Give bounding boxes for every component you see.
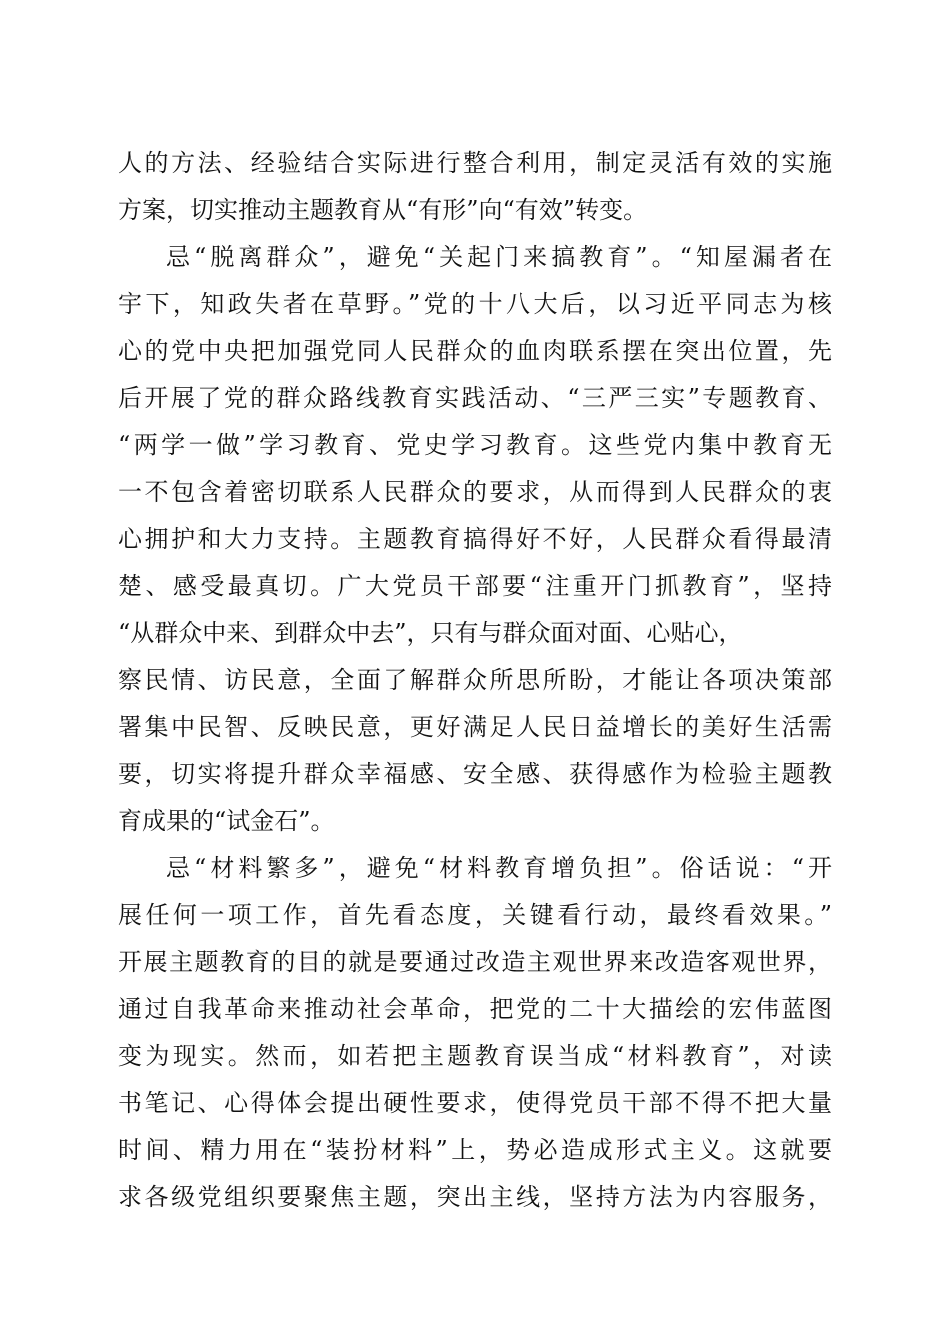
text-line: 人的方法、经验结合实际进行整合利用，制定灵活有效的实施 (118, 149, 832, 177)
text-line: 一不包含着密切联系人民群众的要求，从而得到人民群众的衷 (118, 478, 832, 506)
text-line: 要，切实将提升群众幸福感、安全感、获得感作为检验主题教 (118, 760, 832, 788)
text-line: 变为现实。然而，如若把主题教育误当成“材料教育”，对读 (118, 1042, 832, 1070)
text-line: 宇下，知政失者在草野。”党的十八大后，以习近平同志为核 (118, 290, 832, 318)
body-text (118, 140, 832, 1221)
paragraph-start-line: 忌“材料繁多”，避免“材料教育增负担”。俗话说：“开 (166, 854, 832, 882)
text-line: “两学一做”学习教育、党史学习教育。这些党内集中教育无 (118, 431, 832, 459)
text-line: 求各级党组织要聚焦主题，突出主线，坚持方法为内容服务， (118, 1183, 832, 1211)
text-line: 育成果的“试金石”。 (118, 807, 335, 835)
text-line: 楚、感受最真切。广大党员干部要“注重开门抓教育”，坚持 (118, 572, 832, 600)
text-line: 方案，切实推动主题教育从“有形”向“有效”转变。 (118, 196, 648, 224)
text-line: 察民情、访民意，全面了解群众所思所盼，才能让各项决策部 (118, 666, 832, 694)
text-line: 展任何一项工作，首先看态度，关键看行动，最终看效果。” (118, 901, 832, 929)
text-line: 书笔记、心得体会提出硬性要求，使得党员干部不得不把大量 (118, 1089, 832, 1117)
text-line: 通过自我革命来推动社会革命，把党的二十大描绘的宏伟蓝图 (118, 995, 832, 1023)
text-line: 后开展了党的群众路线教育实践活动、“三严三实”专题教育、 (118, 384, 832, 412)
paragraph-start-line: 忌“脱离群众”，避免“关起门来搞教育”。“知屋漏者在 (166, 243, 832, 271)
text-line: 开展主题教育的目的就是要通过改造主观世界来改造客观世界， (118, 948, 832, 976)
text-line: 心拥护和大力支持。主题教育搞得好不好，人民群众看得最清 (118, 525, 832, 553)
text-line: 署集中民智、反映民意，更好满足人民日益增长的美好生活需 (118, 713, 832, 741)
text-line: “从群众中来、到群众中去”，只有与群众面对面、心贴心， (118, 619, 743, 647)
text-line: 心的党中央把加强党同人民群众的血肉联系摆在突出位置，先 (118, 337, 832, 365)
text-line: 时间、精力用在“装扮材料”上，势必造成形式主义。这就要 (118, 1136, 832, 1164)
